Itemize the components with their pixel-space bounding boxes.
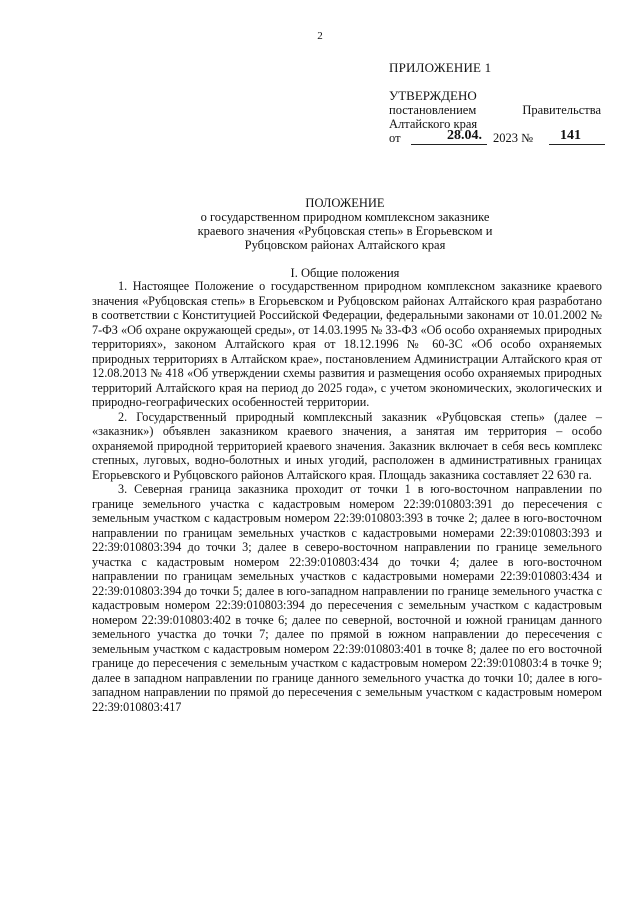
page-number: 2: [317, 30, 323, 42]
appendix-label: ПРИЛОЖЕНИЕ 1: [389, 60, 492, 75]
decree-year: 2023 №: [493, 131, 534, 145]
approved-label: УТВЕРЖДЕНО: [389, 88, 477, 103]
document-body: [92, 279, 602, 714]
title-line-2: краевого значения «Рубцовская степь» в Егорьевском и: [197, 224, 493, 238]
number-underline: [549, 144, 605, 145]
title-line-1: о государственном природном комплексном заказнике: [200, 210, 490, 224]
date-underline: [411, 144, 487, 145]
decree-line: [389, 103, 601, 118]
section-heading: I. Общие положения: [290, 266, 400, 280]
paragraph-2: 2. Государственный природный комплексный заказник «Рубцовская степь» (далее – «заказник») объявлен заказником краевого значения, а занятая им территория – особо охраняемой природной территорией краевого значения. Заказник включает в себя весь комплекс степных, луговых, водно-болотных и иных угодий, расположен в административных границах Егорьевского и Рубцовского районов Алтайского края. Площадь заказника составляет 22 630 га.: [92, 409, 602, 482]
from-label: от: [389, 131, 401, 145]
decree-date: 28.04.: [447, 128, 482, 143]
decree-word: постановлением: [389, 103, 477, 117]
decree-date-number: [389, 127, 605, 149]
government-word: Правительства: [522, 103, 601, 117]
title-line-3: Рубцовском районах Алтайского края: [244, 238, 446, 252]
title-heading: ПОЛОЖЕНИЕ: [305, 196, 385, 210]
decree-number: 141: [560, 128, 581, 143]
document-title: [0, 196, 640, 252]
region-label: Алтайского края: [389, 117, 478, 131]
paragraph-1: 1. Настоящее Положение о государственном природном комплексном заказнике краевого значения «Рубцовская степь» в Егорьевском и Рубцовском районах Алтайского края разработано в соответствии с Конституцией Российской Федерации, федеральными законами от 10.01.2002 № 7-ФЗ «Об охране окружающей среды», от 14.03.1995 № 33-ФЗ «Об особо охраняемых природных территориях», законом Алтайского края от 18.12.1996 № 60-ЗС «Об особо охраняемых природных территориях в Алтайском крае», постановлением Администрации Алтайского края от 12.08.2013 № 418 «Об утверждении схемы развития и размещения особо охраняемых природных территорий Алтайского края на период до 2025 года», с учетом экономических, экологических и природно-географических особенностей территории.: [92, 279, 602, 409]
paragraph-3: 3. Северная граница заказника проходит от точки 1 в юго-восточном направлении по границе земельного участка с кадастровым номером 22:39:010803:391 до пересечения с земельным участком с кадастровым номером 22:39:010803:393 в точке 2; далее в юго-восточном направлении по границам земельных участков с кадастровыми номерами 22:39:010803:393 и 22:39:010803:394 до точки 3; далее в северо-восточном направлении по границе земельного участка с кадастровым номером 22:39:010803:434 до точки 4; далее в юго-восточном направлении по границам земельных участков с кадастровыми номерами 22:39:010803:434 и 22:39:010803:394 до точки 5; далее в юго-западном направлении по границе земельного участка с кадастровым номером 22:39:010803:394 до пересечения с земельным участком с кадастровым номером 22:39:010803:402 в точке 6; далее по северной, восточной и южной границам данного земельного участка до точки 7; далее по прямой в южном направлении до пересечения с земельным участком с кадастровым номером 22:39:010803:401 в точке 8; далее по его восточной границе до пересечения с земельным участком с кадастровым номером 22:39:010803:4 в точке 9; далее в западном направлении по границе данного земельного участка до точки 10; далее в юго-западном направлении по прямой до пересечения с земельным участком с кадастровым номером 22:39:010803:417: [92, 482, 602, 714]
